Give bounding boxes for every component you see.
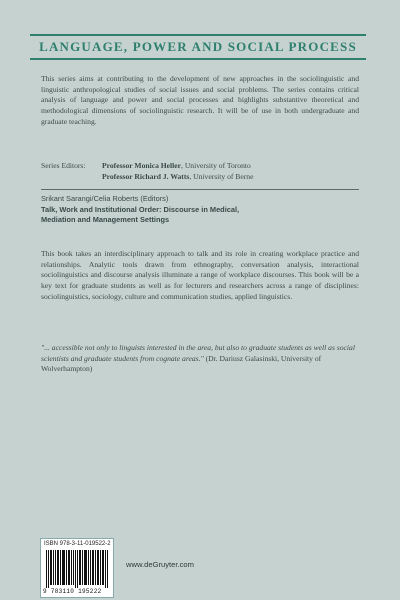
book-info: [41, 194, 359, 226]
series-description-text: This series aims at contributing to the development of new approaches in the sociolinguistic and linguistic anthropological studies of social issues and social problems. The series contains critical analysis of language and power and social processes and highlights substantive theoretical and methodological dimensions of sociolinguistic research. It will be of use in both undergraduate and graduate teaching.: [41, 74, 359, 126]
review-quote: [41, 343, 359, 375]
editor-entry: [102, 172, 253, 183]
barcode-box: [40, 538, 114, 598]
barcode-digits: 9 783110 195222: [43, 588, 102, 595]
series-editors-row-1: [41, 161, 359, 172]
book-authors: Srikant Sarangi/Celia Roberts (Editors): [41, 194, 169, 203]
isbn-label: ISBN 978-3-11-019522-2: [44, 541, 111, 547]
quote-text: "... accessible not only to linguists interested in the area, but also to graduate students as well as social scientists and graduate students from cognate areas.": [41, 343, 355, 363]
review-quote-text: [41, 343, 359, 375]
editor-affiliation: , University of Berne: [189, 171, 254, 181]
editor-name: Professor Richard J. Watts: [102, 171, 190, 181]
book-description-text: This book takes an interdisciplinary approach to talk and its role in creating workplace practice and relationships. Analytic tools drawn from ethnography, conversation analysis, interactional sociolinguistics and discourse analysis illuminate a range of workplace discourses. This book will be a key text for graduate students as well as for lecturers and researchers across a range of disciplines: sociolinguistics, sociology, culture and communication studies, applied linguistics.: [41, 249, 359, 301]
editor-name: Professor Monica Heller: [102, 161, 182, 170]
section-divider: [41, 189, 359, 190]
series-title: LANGUAGE, POWER AND SOCIAL PROCESS: [39, 39, 357, 54]
series-title-bar: [30, 34, 366, 60]
barcode-icon: [44, 550, 111, 588]
editor-affiliation: , University of Toronto: [181, 161, 251, 170]
series-description: [41, 74, 359, 128]
quote-source: (Dr. Dariusz Galasinski, University of Wolverhampton): [41, 353, 322, 374]
series-editors-label: Series Editors:: [41, 161, 86, 170]
series-editors: [41, 161, 359, 182]
publisher-website[interactable]: www.deGruyter.com: [126, 560, 194, 569]
series-editors-row-2: [41, 172, 359, 183]
book-description: [41, 249, 359, 303]
book-title-line-1: Talk, Work and Institutional Order: Discourse in Medical,: [41, 204, 240, 214]
editor-entry: [102, 161, 251, 172]
book-title-line-2: Mediation and Management Settings: [41, 215, 170, 225]
